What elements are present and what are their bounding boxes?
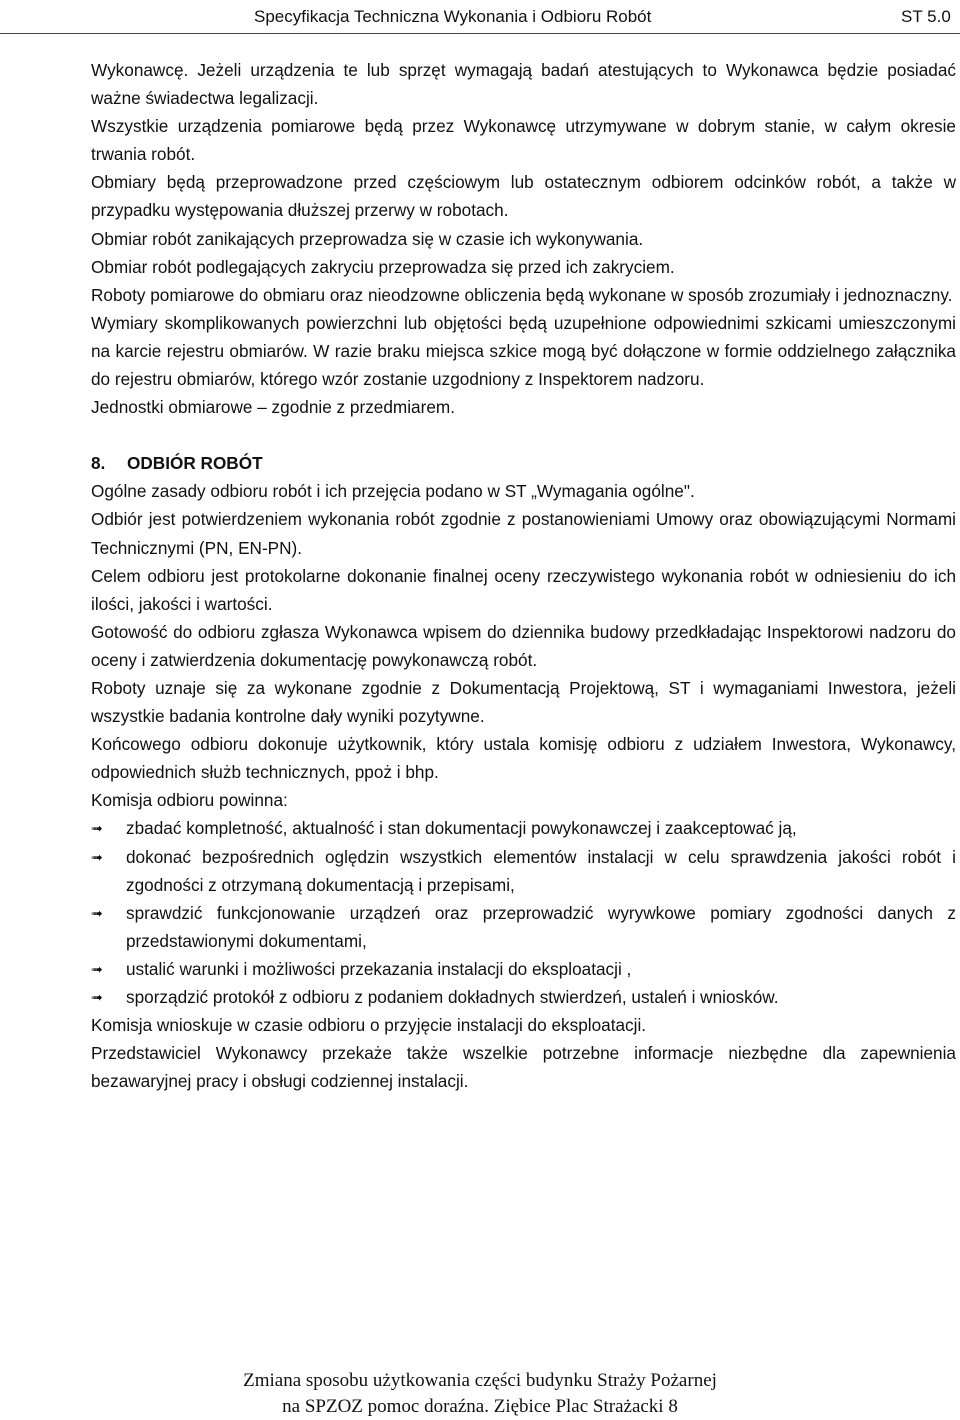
paragraph: Wykonawcę. Jeżeli urządzenia te lub sprzęt wymagają badań atestujących to Wykonawca będzie posiadać ważne świadectwa legalizacji. [91,60,956,109]
paragraph: Wymiary skomplikowanych powierzchni lub objętości będą uzupełnione odpowiednimi szkicami umieszczonymi na karcie rejestru obmiarów. W razie braku miejsca szkice mogą być dołączone w formie oddzielnego załącznika do rejestru obmiarów, którego wzór zostanie uzgodniony z Inspektorem nadzoru. [91,312,956,390]
section-title: ODBIÓR ROBÓT [127,453,263,474]
footer-line-1: Zmiana sposobu użytkowania części budynku Straży Pożarnej [243,1370,717,1391]
footer-line-2: na SPZOZ pomoc doraźna. Ziębice Plac Strażacki 8 [282,1396,678,1417]
header-rule [0,33,960,34]
arrow-bullet-icon: ➟ [91,820,103,837]
list-item-text: ustalić warunki i możliwości przekazania instalacji do eksploatacji , [126,958,632,979]
paragraph: Roboty uznaje się za wykonane zgodnie z Dokumentacją Projektową, ST i wymaganiami Inwestora, jeżeli wszystkie badania kontrolne dały wyniki pozytywne. [91,677,956,727]
arrow-bullet-icon: ➟ [91,904,103,921]
list-item [91,983,956,1011]
paragraph: Jednostki obmiarowe – zgodnie z przedmiarem. [91,397,455,418]
arrow-bullet-icon: ➟ [91,848,103,865]
page-header [0,0,960,38]
paragraph: Celem odbioru jest protokolarne dokonanie finalnej oceny rzeczywistego wykonania robót w odniesieniu do ich ilości, jakości i wartości. [91,565,956,614]
list-item [91,843,956,899]
paragraph: Komisja odbioru powinna: [91,790,288,811]
section-heading [91,449,956,477]
list-item-text: sprawdzić funkcjonowanie urządzeń oraz przeprowadzić wyrywkowe pomiary zgodności danych z przedstawionymi dokumentami, [126,902,956,951]
list-item [91,899,956,955]
page-footer [0,1368,960,1420]
list-item [91,955,956,983]
list-item-text: dokonać bezpośrednich oględzin wszystkich elementów instalacji w celu sprawdzenia jakości robót i zgodności z otrzymaną dokumentacją i przepisami, [126,846,956,895]
paragraph: Obmiar robót zanikających przeprowadza się w czasie ich wykonywania. [91,228,644,249]
commission-duties-list [91,814,956,1011]
paragraph: Komisja wnioskuje w czasie odbioru o przyjęcie instalacji do eksploatacji. [91,1015,647,1036]
document-body [91,56,956,1095]
paragraph: Wszystkie urządzenia pomiarowe będą przez Wykonawcę utrzymywane w dobrym stanie, w całym okresie trwania robót. [91,116,956,165]
paragraph: Gotowość do odbioru zgłasza Wykonawca wpisem do dziennika budowy przedkładając Inspektorowi nadzoru do oceny i zatwierdzenia dokumentację powykonawczą robót. [91,621,956,670]
header-document-code: ST 5.0 [901,7,951,26]
list-item-text: sporządzić protokół z odbioru z podaniem dokładnych stwierdzeń, ustaleń i wniosków. [126,987,779,1007]
arrow-bullet-icon: ➟ [91,989,103,1005]
header-title: Specyfikacja Techniczna Wykonania i Odbioru Robót [254,7,652,26]
spacer [91,421,956,449]
paragraph: Obmiar robót podlegających zakryciu przeprowadza się przed ich zakryciem. [91,256,675,277]
paragraph: Ogólne zasady odbioru robót i ich przejęcia podano w ST „Wymagania ogólne". [91,481,695,502]
list-item-text: zbadać kompletność, aktualność i stan dokumentacji powykonawczej i zaakceptować ją, [126,818,797,839]
paragraph: Roboty pomiarowe do obmiaru oraz nieodzowne obliczenia będą wykonane w sposób zrozumiały i jednoznaczny. [91,284,953,305]
paragraph: Końcowego odbioru dokonuje użytkownik, który ustala komisję odbioru z udziałem Inwestora, Wykonawcy, odpowiednich służb technicznych, ppoż i bhp. [91,734,956,783]
section-number: 8. [91,453,106,474]
list-item [91,814,956,842]
paragraph: Przedstawiciel Wykonawcy przekaże także wszelkie potrzebne informacje niezbędne dla zapewnienia bezawaryjnej pracy i obsługi codziennej instalacji. [91,1043,956,1092]
arrow-bullet-icon: ➟ [91,960,103,977]
paragraph: Obmiary będą przeprowadzone przed częściowym lub ostatecznym odbiorem odcinków robót, a także w przypadku występowania dłuższej przerwy w robotach. [91,172,956,221]
paragraph: Odbiór jest potwierdzeniem wykonania robót zgodnie z postanowieniami Umowy oraz obowiązującymi Normami Technicznymi (PN, EN-PN). [91,509,956,558]
